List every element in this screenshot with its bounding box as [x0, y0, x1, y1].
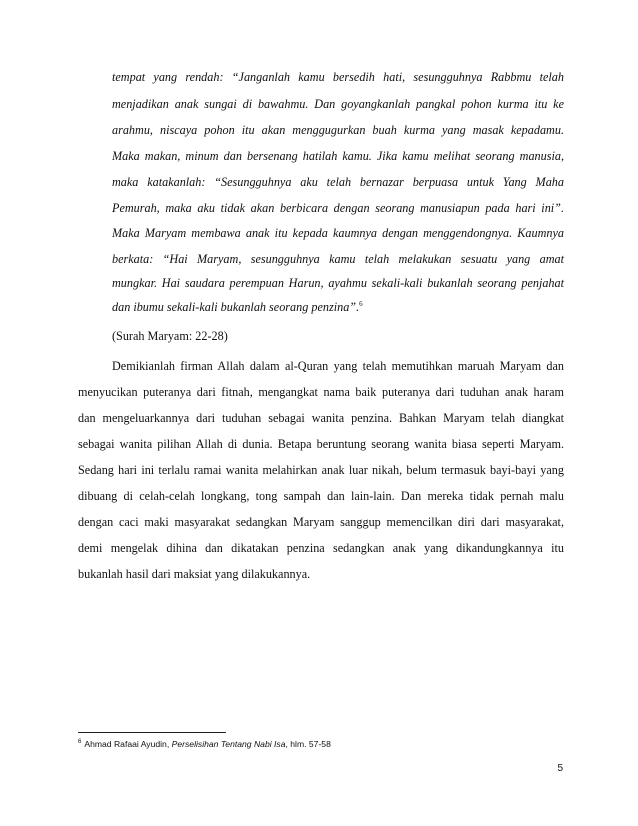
body-line: dibuang di celah-celah longkang, tong sampah dan lain-lain. Dan mereka tidak pernah malu	[78, 489, 564, 503]
body-line: bukanlah hasil dari maksiat yang dilakukannya.	[78, 567, 311, 581]
quote-line: mungkar. Hai saudara perempuan Harun, ayahmu sekali-kali bukanlah seorang penjahat	[112, 276, 564, 290]
footnote-pages: , hlm. 57-58	[285, 739, 331, 749]
quote-line: tempat yang rendah: “Janganlah kamu bersedih hati, sesungguhnya Rabbmu telah	[112, 70, 564, 84]
body-line: dan mengeluarkannya dari tuduhan sebagai wanita penzina. Bahkan Maryam telah diangkat	[78, 411, 564, 425]
page-number: 5	[557, 763, 563, 774]
quote-line-text: dan ibumu sekali-kali bukanlah seorang penzina”.	[112, 300, 360, 314]
quote-line-spacer	[112, 271, 564, 291]
quote-line: berkata: “Hai Maryam, sesungguhnya kamu telah melakukan sesuatu yang amat	[112, 252, 564, 266]
footnote	[78, 737, 331, 751]
footnote-title: Perselisihan Tentang Nabi Isa	[171, 739, 286, 749]
footnote-reference[interactable]: 6	[359, 299, 363, 308]
quote-source: (Surah Maryam: 22-28)	[112, 329, 228, 343]
footnote-number: 6	[78, 739, 82, 746]
quote-line: Maka Maryam membawa anak itu kepada kaumnya dengan menggendongnya. Kaumnya	[112, 226, 564, 240]
quote-line: maka katakanlah: “Sesungguhnya aku telah bernazar berpuasa untuk Yang Maha	[112, 175, 564, 189]
body-line: sebagai wanita pilihan Allah di dunia. Betapa beruntung seorang wanita biasa seperti Maryam.	[78, 437, 564, 451]
quote-line: menjadikan anak sungai di bawahmu. Dan goyangkanlah pangkal pohon kurma itu ke	[112, 97, 564, 111]
body-line: Demikianlah firman Allah dalam al-Quran yang telah memutihkan maruah Maryam dan	[112, 359, 564, 373]
body-line: menyucikan puteranya dari fitnah, mengangkat nama baik puteranya dari tuduhan anak haram	[78, 385, 564, 399]
quote-line: Pemurah, maka aku tidak akan berbicara dengan seorang manusiapun pada hari ini”.	[112, 201, 564, 215]
body-line: dengan caci maki masyarakat sedangkan Maryam sanggup memencilkan diri dari masyarakat,	[78, 515, 564, 529]
footnote-author: Ahmad Rafaai Ayudin,	[84, 739, 170, 749]
quote-line: arahmu, niscaya pohon itu akan menggugurkan buah kurma yang masak kepadamu.	[112, 123, 564, 137]
quote-line-last	[112, 297, 564, 317]
body-line: demi mengelak dihina dan dikatakan penzina sedangkan anak yang dikandungkannya itu	[78, 541, 564, 555]
body-line: Sedang hari ini terlalu ramai wanita melahirkan anak luar nikah, belum termasuk bayi-bayi yang	[78, 463, 564, 477]
quote-line: Maka makan, minum dan bersenang hatilah kamu. Jika kamu melihat seorang manusia,	[112, 149, 564, 163]
footnote-divider	[78, 732, 226, 733]
